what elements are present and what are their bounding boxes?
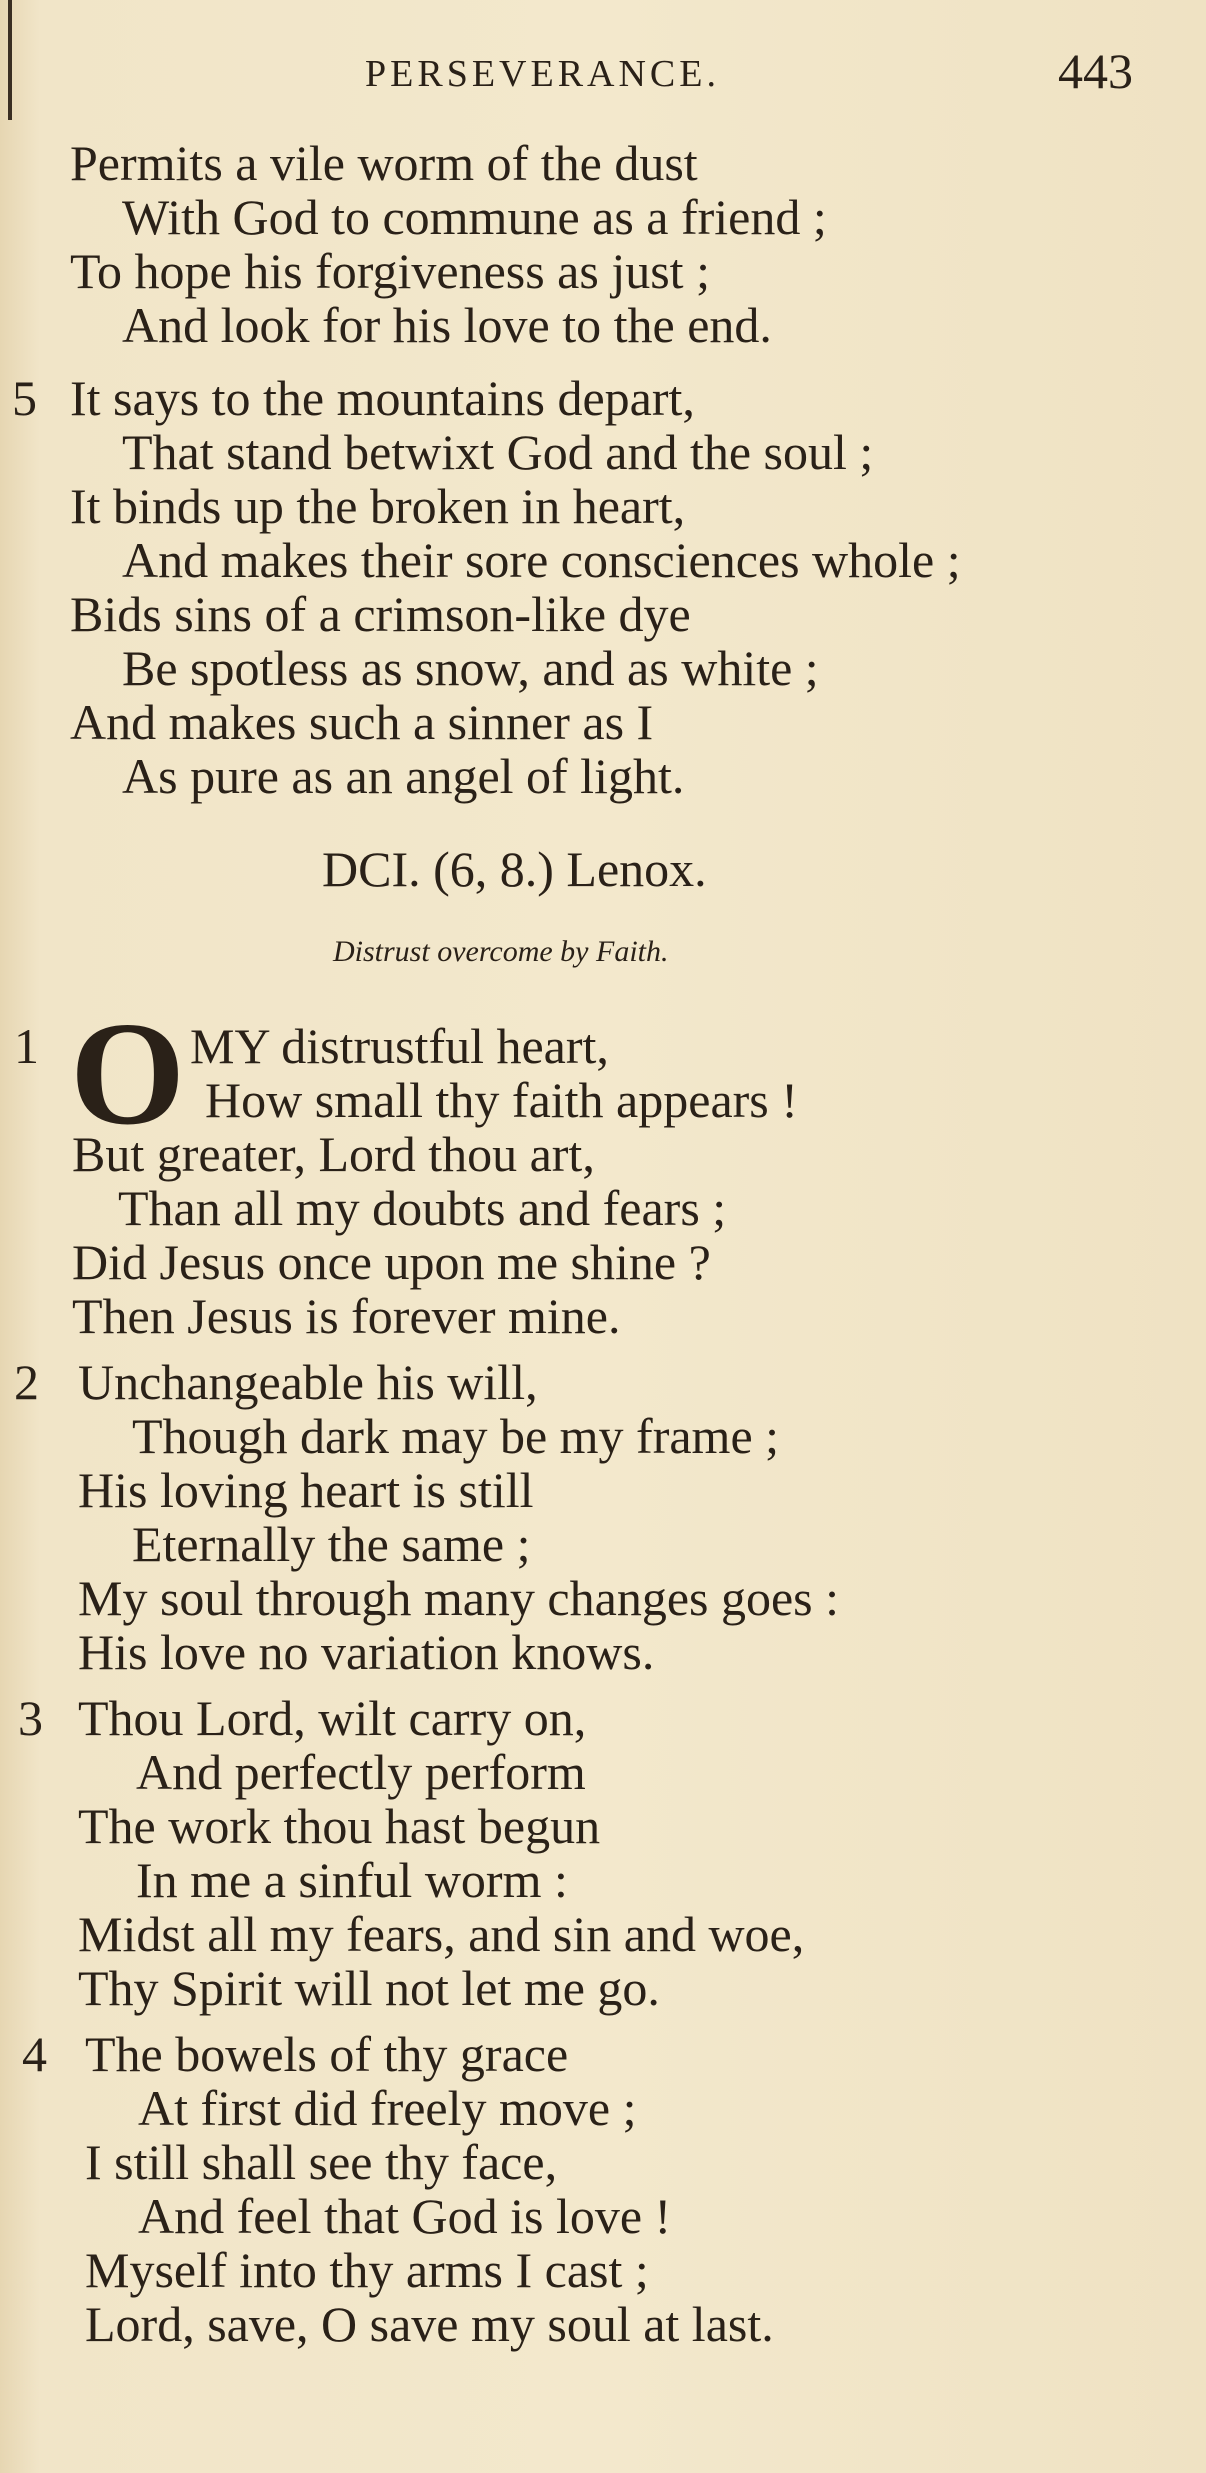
verse-line: And perfectly perform <box>136 1744 586 1800</box>
verse-line: At first did freely move ; <box>138 2080 637 2136</box>
verse-line: Then Jesus is forever mine. <box>72 1288 621 1344</box>
verse-line: His loving heart is still <box>78 1462 534 1518</box>
verse-line: With God to commune as a friend ; <box>122 189 827 245</box>
verse-line: Be spotless as snow, and as white ; <box>122 640 819 696</box>
verse-line: Bids sins of a crimson-like dye <box>70 586 691 642</box>
hymn-subtitle: Distrust overcome by Faith. <box>333 935 669 968</box>
verse-line: Though dark may be my frame ; <box>132 1408 780 1464</box>
verse-line: The bowels of thy grace <box>85 2026 569 2082</box>
verse-line: Unchangeable his will, <box>78 1354 538 1410</box>
verse-line: The work thou hast begun <box>78 1798 601 1854</box>
drop-cap: O <box>70 992 186 1156</box>
verse-line: To hope his forgiveness as just ; <box>70 243 710 299</box>
stanza-number: 2 <box>14 1354 39 1410</box>
verse-line: MY distrustful heart, <box>190 1018 609 1074</box>
page-header <box>0 38 1206 98</box>
stanza-number: 4 <box>22 2026 47 2082</box>
verse-line: Midst all my fears, and sin and woe, <box>78 1906 805 1962</box>
verse-line: Thy Spirit will not let me go. <box>78 1960 660 2016</box>
verse-line: His love no variation knows. <box>78 1624 655 1680</box>
hymn-title: DCI. (6, 8.) Lenox. <box>322 841 707 897</box>
verse-line: In me a sinful worm : <box>136 1852 568 1908</box>
verse-line: I still shall see thy face, <box>85 2134 558 2190</box>
verse-line: It binds up the broken in heart, <box>70 478 686 534</box>
verse-line: Than all my doubts and fears ; <box>118 1180 727 1236</box>
verse-line: It says to the mountains depart, <box>70 370 695 426</box>
verse-line: Eternally the same ; <box>132 1516 531 1572</box>
verse-line: And makes such a sinner as I <box>70 694 654 750</box>
verse-line: But greater, Lord thou art, <box>72 1126 595 1182</box>
verse-line: Permits a vile worm of the dust <box>70 135 698 191</box>
verse-line: As pure as an angel of light. <box>122 748 685 804</box>
running-head: PERSEVERANCE. <box>365 53 720 95</box>
stanza-number: 5 <box>12 370 37 426</box>
verse-line: How small thy faith appears ! <box>205 1072 798 1128</box>
verse-line: My soul through many changes goes : <box>78 1570 840 1626</box>
stanza-number: 1 <box>14 1018 39 1074</box>
page-number: 443 <box>1058 43 1133 99</box>
verse-line: And makes their sore consciences whole ; <box>122 532 961 588</box>
verse-line: Thou Lord, wilt carry on, <box>78 1690 587 1746</box>
verse-line: Did Jesus once upon me shine ? <box>72 1234 711 1290</box>
verse-line: And feel that God is love ! <box>138 2188 672 2244</box>
verse-line: And look for his love to the end. <box>122 297 772 353</box>
verse-line: That stand betwixt God and the soul ; <box>122 424 874 480</box>
stanza-number: 3 <box>18 1690 43 1746</box>
verse-line: Myself into thy arms I cast ; <box>85 2242 649 2298</box>
verse-line: Lord, save, O save my soul at last. <box>85 2296 774 2352</box>
